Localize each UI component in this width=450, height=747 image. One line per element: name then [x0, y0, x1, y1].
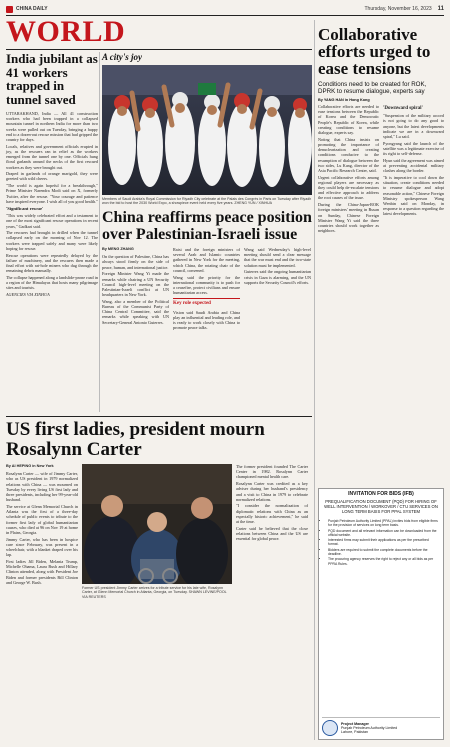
collab-byline: By YANG HAN in Hong Kong [318, 98, 370, 102]
china-paragraph: Wang, also a member of the Political Bureau of the Communist Party of China Central Committee, said the remarks while speaking with UN Secretary-General Antonio Guterres. [102, 298, 169, 325]
collab-column-1 [318, 104, 379, 235]
carter-story[interactable] [6, 420, 312, 599]
tender-notice-ad[interactable] [318, 488, 444, 740]
section-title: WORLD [6, 15, 126, 48]
collab-paragraph: Hyun said the agreement was aimed at preventing accidental military clashes along the border. [383, 157, 444, 174]
key-role-title: Key role expected [173, 301, 211, 307]
carter-byline: By AI HEPING in New York [6, 464, 54, 468]
brand-name: CHINA DAILY [16, 6, 48, 12]
collab-paragraph: Noting that China insists on promoting the importance of denuclearization and creating conditions conducive to the resumption of dialogue between the two sides, Lu Kang, director of the Asia Pacific Research Center, said. [318, 136, 379, 173]
notice-subtitle: PREQUALIFICATION DOCUMENT (PQD) FOR HIRING OF WELL INTERVENTION / WORKOVER / CTU SERVICES ON LONG TERM BASIS FOR PPAL SYSTEM [324, 499, 438, 514]
india-paragraph: Locals, relatives and government officials erupted in joy, as the rescuers ran in relief as the workers emerged from the tunnel one by one. Officials hung floral garlands around the necks of the first rescued workers as they were brought out. [6, 143, 98, 170]
carter-paragraph: The service at Glenn Memorial Church in Atlanta was the first of a three-day schedule of public events to tribute to the former first lady of global humanitarian causes, who died at 96 on Nov 19 at home in Plains, Georgia. [6, 503, 78, 535]
china-paragraph: Vision said Saudi Arabia and China play an influential and leading role, and is ready to work closely with China to promote peace talks. [173, 309, 240, 331]
seal-icon [322, 720, 338, 736]
carter-photo[interactable] [82, 464, 232, 584]
collab-column-2 [383, 104, 444, 235]
collab-paragraph: "Suspension of the military accord is not going to do any good to anyone, but the latest developments indicate we are in a downward spiral," Lu said. [383, 113, 444, 140]
story-rule [6, 416, 312, 417]
india-author: AGENCIES VIA XINHUA [6, 292, 50, 297]
india-paragraph: The collapse happened along a landslide-prone road in a region of the Himalayas that hosts many pilgrimage sites and tourists. [6, 274, 98, 291]
notice-contact-name: Project Manager [341, 721, 369, 726]
china-paragraph: Wang said the priority for the international community is to push for a ceasefire, protect civilians and ensure humanitarian access. [173, 274, 240, 296]
carter-caption: Former US president Jimmy Carter arrives for a tribute service for his late wife, Rosalynn Carter, at Glenn Memorial Church in Atlanta, Georgia, on Tuesday. SHAWN LEVINE/POOL VIA REUTERS [82, 586, 227, 599]
carter-paragraph: "I consider the normalization of diplomatic relations with China as an especially historic achievement," he said at the time. [236, 503, 308, 525]
notice-item: • The procuring agency reserves the right to reject any or all bids as per PPRA Rules. [328, 557, 439, 566]
carter-headline[interactable]: US first ladies, president mourn Rosalynn Carter [6, 419, 265, 460]
collab-headline[interactable]: Collaborative efforts urged to ease tensions [318, 25, 431, 78]
collab-story[interactable] [318, 26, 444, 235]
china-paragraph: Wang said Wednesday's high-level meeting should send a clear message that the war must end and the two-state solution must be implemented. [244, 247, 311, 268]
india-paragraph: Rescue operations were repeatedly delayed by the failure of machinery, and the rescuers then made a final effort with rat-hole miners who dug through the remaining debris manually. [6, 252, 98, 274]
carter-paragraph: The former president founded The Carter Center in 1982. Rosalynn Carter championed mental health care. [236, 464, 308, 480]
india-paragraph: Draped in garlands of orange marigold, they were greeted with wild cheers. [6, 171, 98, 182]
india-paragraph: The rescuers had brought in drilled when the tunnel collapsed early on the morning of Nov 12. The workers were trapped safely and many were likely hoping for rescue. [6, 230, 98, 251]
notice-footer [322, 717, 440, 736]
city-photo-block [102, 52, 312, 206]
notice-item: • PQD document and all relevant information can be downloaded from the official website. [328, 529, 439, 538]
notice-header [319, 489, 443, 517]
notice-item: • Punjab Petroleum Authority Limited (PPAL) invites bids from eligible firms for the provision of services on long term basis. [328, 519, 439, 528]
celebration-photo[interactable] [102, 65, 312, 195]
logo-icon [6, 6, 13, 13]
carter-paragraph: First ladies Jill Biden, Melania Trump, Michelle Obama, Laura Bush and Hillary Clinton attended, along with President Joe Biden and former presidents Bill Clinton and George W. Bush. [6, 558, 78, 585]
carter-photo-block [82, 464, 232, 599]
india-subhead: 'Significant rescue' [6, 205, 44, 211]
india-story[interactable] [6, 52, 98, 299]
masthead-bar [6, 3, 444, 15]
china-headline[interactable]: China reaffirms peace position over Palestinian-Israeli issue [102, 209, 312, 243]
china-story[interactable] [102, 210, 312, 332]
page-number: 11 [437, 6, 444, 12]
notice-contact-org: Punjab Petroleum Authority Limited [341, 725, 398, 730]
china-column-2 [173, 247, 240, 332]
india-dateline: UTTARAKHAND, India — All 41 construction workers who had been trapped in a collapsed mountain tunnel in northern India for more than two weeks were pulled out on Tuesday, bringing a happy end to a dozen-out rescue mission that had gripped the country for days. [6, 111, 98, 143]
india-body [6, 111, 98, 297]
china-column-3 [244, 247, 311, 332]
notice-list [319, 517, 443, 569]
city-kicker: A city's joy [102, 52, 142, 62]
collab-subhead: 'Downward spiral' [383, 106, 423, 111]
column-divider [99, 52, 100, 412]
collab-paragraph: Collaborative efforts are needed to ease tensions between the Republic of Korea and the Democratic People's Republic of Korea, while creating conditions to resume dialogue, experts say. [318, 104, 379, 136]
carter-paragraph: Jimmy Carter, who has been in hospice care since February, was present in a wheelchair, with a blanket draped over his lap. [6, 536, 78, 558]
carter-paragraph: Rosalynn Carter — wife of Jimmy Carter, who as US president in 1979 normalized relations with China — was mourned on Tuesday by every living US first lady and three presidents, including her 99-year-old husband. [6, 471, 78, 503]
column-divider [314, 20, 315, 740]
china-column-1 [102, 247, 169, 332]
notice-item: • Interested firms may submit their applications as per the prescribed format. [328, 538, 439, 547]
india-headline[interactable]: India jubilant as 41 workers trapped in tunnel saved [6, 51, 98, 107]
issue-date: Thursday, November 16, 2023 [364, 6, 432, 12]
collab-paragraph: Pyongyang said the launch of the satellite was a legitimate exercise of its right to self-defense. [383, 140, 444, 157]
notice-contact-address: Lahore, Pakistan [341, 730, 368, 735]
key-role-box [173, 298, 240, 306]
china-paragraph: Raisi and the foreign ministers of several Arab and Islamic countries gathered in New York for the meeting, which China, the rotating chair of the council, convened. [173, 247, 240, 273]
notice-title: INVITATION FOR BIDS (IFB) [348, 491, 414, 497]
collab-deck: Conditions need to be created for ROK, DPRK to resume dialogue, experts say [318, 81, 427, 95]
carter-column-1 [6, 464, 78, 599]
india-paragraph: "This was widely celebrated effort and a testament to one of the most significant rescue operations in recent years," Gadkari said. [6, 213, 98, 229]
china-paragraph: Guterres said the ongoing humanitarian crisis in Gaza is alarming, and the UN supports the Security Council's efforts. [244, 269, 311, 285]
carter-paragraph: Rosalynn Carter was credited as a key adviser during her husband's presidency and a visit to China in 1979 to celebrate normalized relations. [236, 481, 308, 502]
china-paragraph: On the question of Palestine, China has always stood firmly on the side of peace, human, and international justice. [102, 254, 169, 270]
collab-paragraph: During the China-Japan-ROK foreign ministers' meeting in Busan on Sunday, Chinese Foreign Minister Wang Yi said the three countries should work together as neighbors. [318, 202, 379, 234]
india-paragraph: "The world is again hopeful for a breakthrough," Prime Minister Narendra Modi said on X, formerly Twitter, after the rescue. "Your courage and patience have inspired everyone. I wish all of you good health." [6, 183, 98, 204]
china-byline: By MENG ZHANG [102, 247, 134, 251]
collab-paragraph: Urgent collaborative efforts among regional players are necessary as they could help de-escalate tensions and effective approach to address the root causes of the issue. [318, 174, 379, 201]
city-caption: Members of Saudi Arabia's Royal Commission for Riyadh City celebrate at the Palais des Congrès in Paris on Tuesday after Riyadh won the bid to host the 2030 World Expo, a showpiece event held every five years. ZHENG YUN / XINHUA [102, 197, 312, 206]
carter-column-2 [236, 464, 308, 599]
notice-item: • Bidders are required to submit the complete documents before the deadline. [328, 548, 439, 557]
carter-paragraph: Carter said he believed that the close relations between China and the US are essential for global peace. [236, 525, 308, 542]
collab-paragraph: "It is imperative to cool down the situation, create conditions needed to resume dialogue and adopt reasonable action," Chinese Foreign Ministry spokesperson Wang Wenbin said on Monday, in response to a question regarding the latest developments. [383, 174, 444, 217]
section-rule [6, 49, 312, 50]
china-paragraph: Foreign Minister Wang Yi made the remarks while chairing a UN Security Council high-level meeting on the Palestinian-Israeli conflict at UN headquarters in New York. [102, 271, 169, 298]
